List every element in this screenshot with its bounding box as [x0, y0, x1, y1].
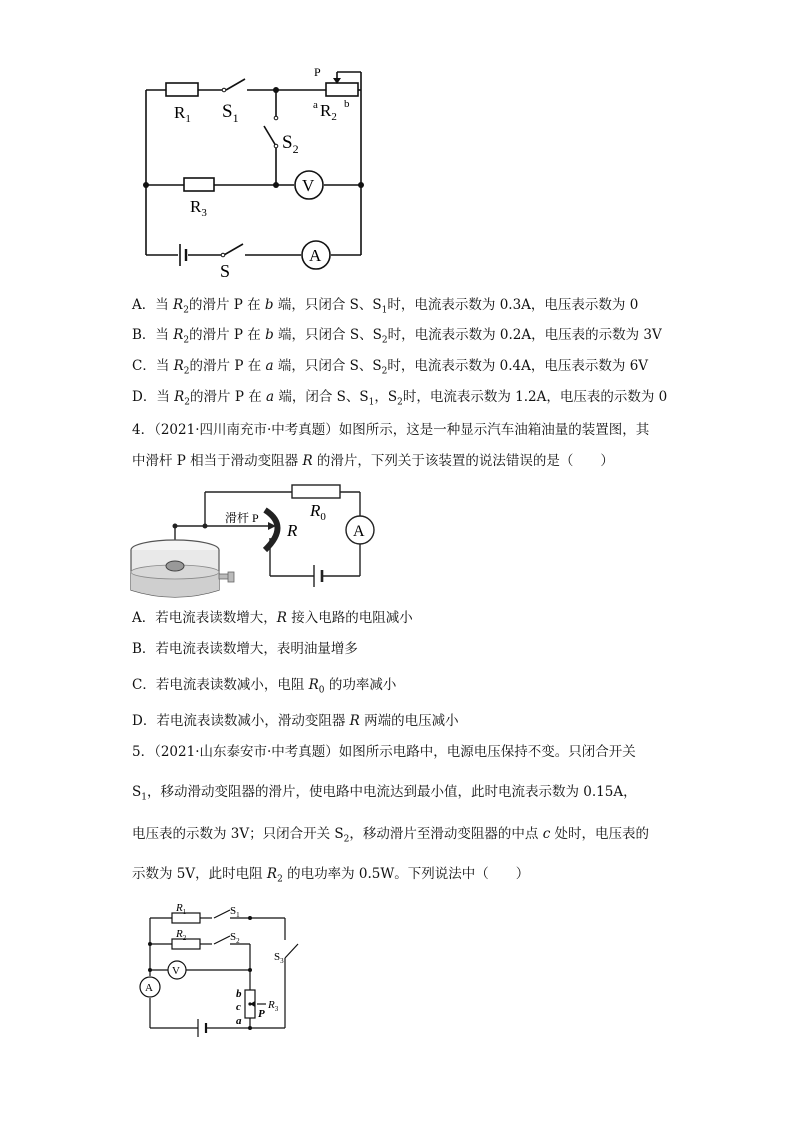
- q4-option-c[interactable]: C．若电流表读数减小，电阻 $R_0$ 的功率减小: [132, 677, 397, 696]
- label-c-q5: c: [236, 1001, 241, 1013]
- switch-s2-q5: [214, 936, 230, 944]
- label-s1: $S_1$: [222, 101, 239, 125]
- circuit-diagram-q5: [130, 900, 310, 1045]
- q5-stem-line1: 5．（2021·山东泰安市·中考真题）如图所示电路中，电源电压保持不变。只闭合开关: [132, 744, 636, 760]
- label-a-end: a: [313, 99, 318, 111]
- label-v-q5: V: [172, 965, 180, 977]
- q5-stem-line2: $S_1$，移动滑动变阻器的滑片，使电路中电流达到最小值，此时电流表示数为 0.15A，: [132, 784, 637, 803]
- label-a-meter: A: [309, 246, 322, 265]
- label-p: P: [314, 65, 321, 79]
- label-a-q5: A: [145, 982, 153, 994]
- label-r2: $R_2$: [320, 101, 337, 123]
- q3-option-b[interactable]: B．当 $R_2$的滑片 P 在 b 端，只闭合 S、$S_2$时，电流表示数为 0.2A，电压表的示数为 3V: [132, 327, 662, 346]
- label-slider-p: 滑杆 P: [225, 511, 259, 525]
- switch-s3-q5: [285, 944, 298, 958]
- circuit-diagram-1: [130, 62, 380, 277]
- label-b-end: b: [344, 98, 350, 110]
- q4-stem-line2: 中滑杆 P 相当于滑动变阻器 R 的滑片，下列关于该装置的说法错误的是（ ）: [132, 453, 614, 469]
- label-r1-q5: $R_1$: [176, 902, 187, 916]
- label-r1: $R_1$: [174, 103, 191, 125]
- switch-s: [224, 244, 243, 255]
- label-s3-q5: $S_3$: [274, 951, 284, 965]
- label-r2-q5: $R_2$: [176, 928, 187, 942]
- q5-stem-line4: 示数为 5V，此时电阻 $R_2$ 的电功率为 0.5W。下列说法中（ ）: [132, 866, 530, 885]
- label-r3-q5: $R_3$: [268, 999, 279, 1013]
- resistor-r3: [184, 178, 214, 191]
- label-r0: $R_0$: [310, 501, 326, 523]
- resistor-r2: [326, 83, 358, 96]
- label-a-q4: A: [353, 523, 365, 540]
- label-s1-q5: $S_1$: [230, 905, 240, 919]
- label-r-q4: R: [287, 521, 298, 540]
- q3-option-c[interactable]: C．当 $R_2$的滑片 P 在 a 端，只闭合 S、$S_2$时，电流表示数为 0.4A，电压表示数为 6V: [132, 358, 649, 377]
- q4-option-b[interactable]: B．若电流表读数增大，表明油量增多: [132, 641, 358, 657]
- q4-option-a[interactable]: A．若电流表读数增大，R 接入电路的电阻减小: [132, 610, 413, 626]
- switch-s1-q5: [214, 910, 230, 918]
- label-p-q5: P: [258, 1008, 265, 1020]
- q3-option-d[interactable]: D．当 $R_2$的滑片 P 在 a 端，闭合 S、$S_1$，$S_2$时，电流表示数为 1.2A，电压表的示数为 0: [132, 389, 668, 408]
- label-s2: $S_2$: [282, 132, 299, 156]
- float: [166, 561, 184, 571]
- q4-option-d[interactable]: D．若电流表读数减小，滑动变阻器 R 两端的电压减小: [132, 713, 459, 729]
- label-b-q5: b: [236, 988, 242, 1000]
- resistor-r1: [166, 83, 198, 96]
- fuel-gauge-diagram: [130, 478, 390, 608]
- q4-stem-line1: 4．（2021·四川南充市·中考真题）如图所示，这是一种显示汽车油箱油量的装置图，其: [132, 422, 650, 438]
- label-v: V: [302, 176, 315, 195]
- label-s2-q5: $S_2$: [230, 931, 240, 945]
- variable-resistor-arc: [265, 510, 278, 550]
- label-a-end-q5: a: [236, 1015, 242, 1027]
- switch-s1: [226, 79, 245, 90]
- label-r3: $R_3$: [190, 197, 207, 219]
- switch-s2: [264, 126, 276, 146]
- q3-option-a[interactable]: A．当 $R_2$的滑片 P 在 b 端，只闭合 S、$S_1$时，电流表示数为 0.3A，电压表示数为 0: [132, 297, 639, 316]
- resistor-r0: [292, 485, 340, 498]
- q5-stem-line3: 电压表的示数为 3V；只闭合开关 $S_2$，移动滑片至滑动变阻器的中点 c 处时，电压表的: [132, 826, 650, 845]
- label-s: S: [220, 261, 231, 277]
